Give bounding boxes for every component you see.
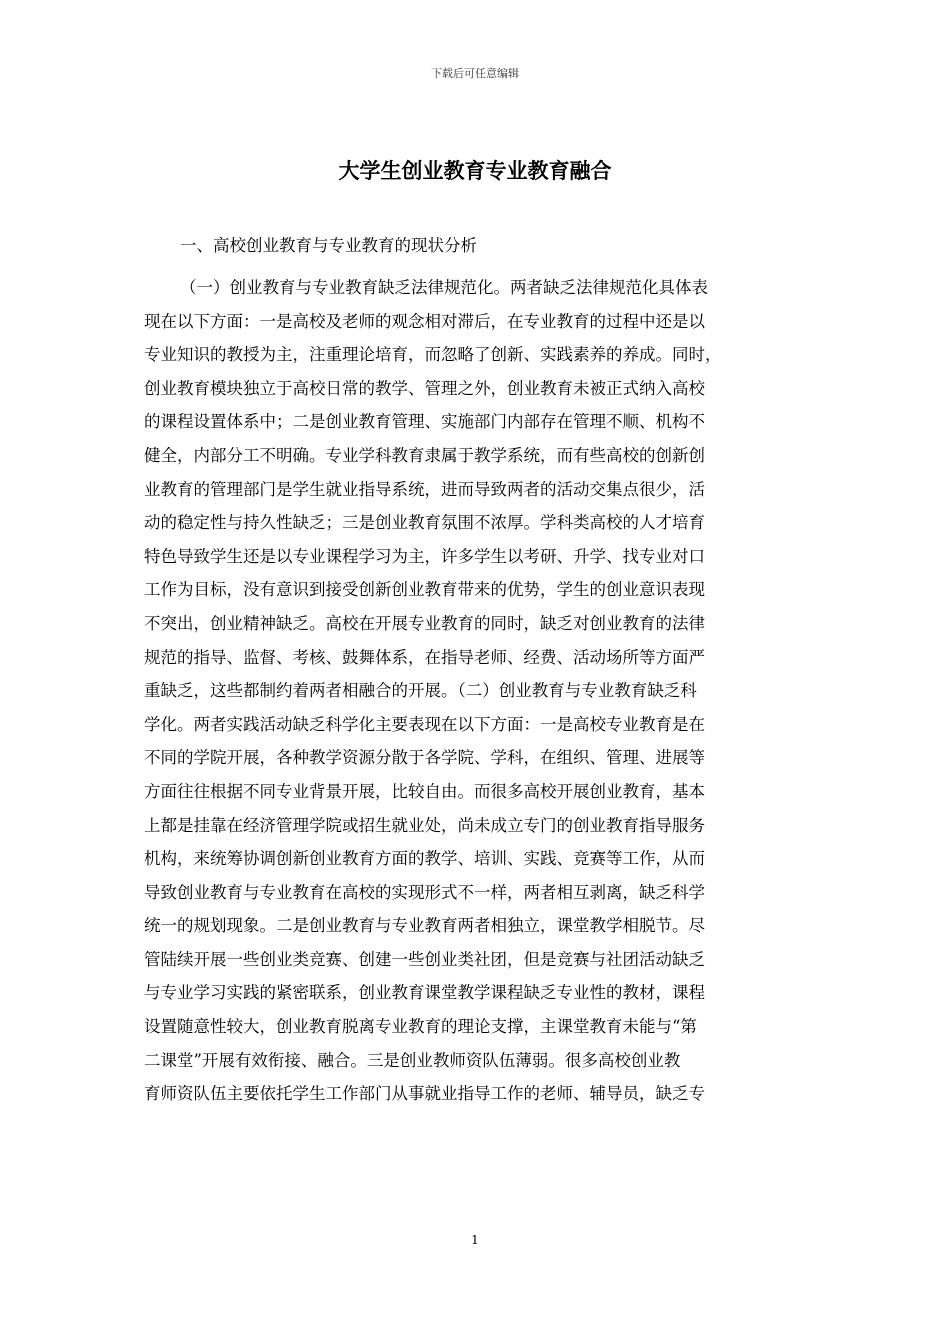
body-line: 规范的指导、监督、考核、鼓舞体系，在指导老师、经费、活动场所等方面严	[144, 647, 705, 667]
body-line: 动的稳定性与持久性缺乏；三是创业教育氛围不浓厚。学科类高校的人才培育	[144, 513, 705, 533]
section-heading: 一、高校创业教育与专业教育的现状分析	[180, 236, 477, 255]
body-line: 管陆续开展一些创业类竞赛、创建一些创业类社团，但是竞赛与社团活动缺乏	[144, 949, 705, 969]
body-line: 工作为目标，没有意识到接受创新创业教育带来的优势，学生的创业意识表现	[144, 580, 705, 600]
page-number: 1	[471, 1233, 479, 1247]
body-line: 不突出，创业精神缺乏。高校在开展专业教育的同时，缺乏对创业教育的法律	[144, 613, 705, 633]
body-line: 健全，内部分工不明确。专业学科教育隶属于教学系统，而有些高校的创新创	[144, 445, 705, 465]
body-line: 学化。两者实践活动缺乏科学化主要表现在以下方面：一是高校专业教育是在	[144, 714, 705, 734]
page-header: 下载后可任意编辑	[431, 67, 519, 80]
body-line: 方面往往根据不同专业背景开展，比较自由。而很多高校开展创业教育，基本	[144, 781, 705, 801]
body-line: 的课程设置体系中；二是创业教育管理、实施部门内部存在管理不顺、机构不	[144, 412, 705, 432]
body-line: 不同的学院开展，各种教学资源分散于各学院、学科，在组织、管理、进展等	[144, 748, 705, 768]
body-line: 特色导致学生还是以专业课程学习为主，许多学生以考研、升学、找专业对口	[144, 546, 705, 566]
body-line: 与专业学习实践的紧密联系，创业教育课堂教学课程缺乏专业性的教材，课程	[144, 983, 705, 1003]
body-line: 统一的规划现象。二是创业教育与专业教育两者相独立，课堂教学相脱节。尽	[144, 916, 705, 936]
body-line: 机构，来统筹协调创新创业教育方面的教学、培训、实践、竞赛等工作，从而	[144, 849, 705, 869]
body-line: 创业教育模块独立于高校日常的教学、管理之外，创业教育未被正式纳入高校	[144, 378, 705, 398]
body-line: 二课堂”开展有效衔接、融合。三是创业教师资队伍薄弱。很多高校创业教	[144, 1050, 681, 1070]
body-line: （一）创业教育与专业教育缺乏法律规范化。两者缺乏法律规范化具体表	[180, 278, 708, 297]
document-title: 大学生创业教育专业教育融合	[338, 159, 612, 183]
body-line: 上都是挂靠在经济管理学院或招生就业处，尚未成立专门的创业教育指导服务	[144, 815, 705, 835]
body-line: 重缺乏，这些都制约着两者相融合的开展。（二）创业教育与专业教育缺乏科	[144, 681, 697, 701]
body-line: 现在以下方面：一是高校及老师的观念相对滞后，在专业教育的过程中还是以	[144, 311, 705, 331]
body-line: 业教育的管理部门是学生就业指导系统，进而导致两者的活动交集点很少，活	[144, 479, 705, 499]
body-line: 育师资队伍主要依托学生工作部门从事就业指导工作的老师、辅导员，缺乏专	[144, 1084, 705, 1104]
body-text	[144, 271, 806, 1111]
body-line: 导致创业教育与专业教育在高校的实现形式不一样，两者相互剥离，缺乏科学	[144, 882, 705, 902]
body-line: 专业知识的教授为主，注重理论培育，而忽略了创新、实践素养的养成。同时，	[144, 345, 722, 365]
body-line: 设置随意性较大，创业教育脱离专业教育的理论支撑，主课堂教育未能与“第	[144, 1017, 697, 1037]
